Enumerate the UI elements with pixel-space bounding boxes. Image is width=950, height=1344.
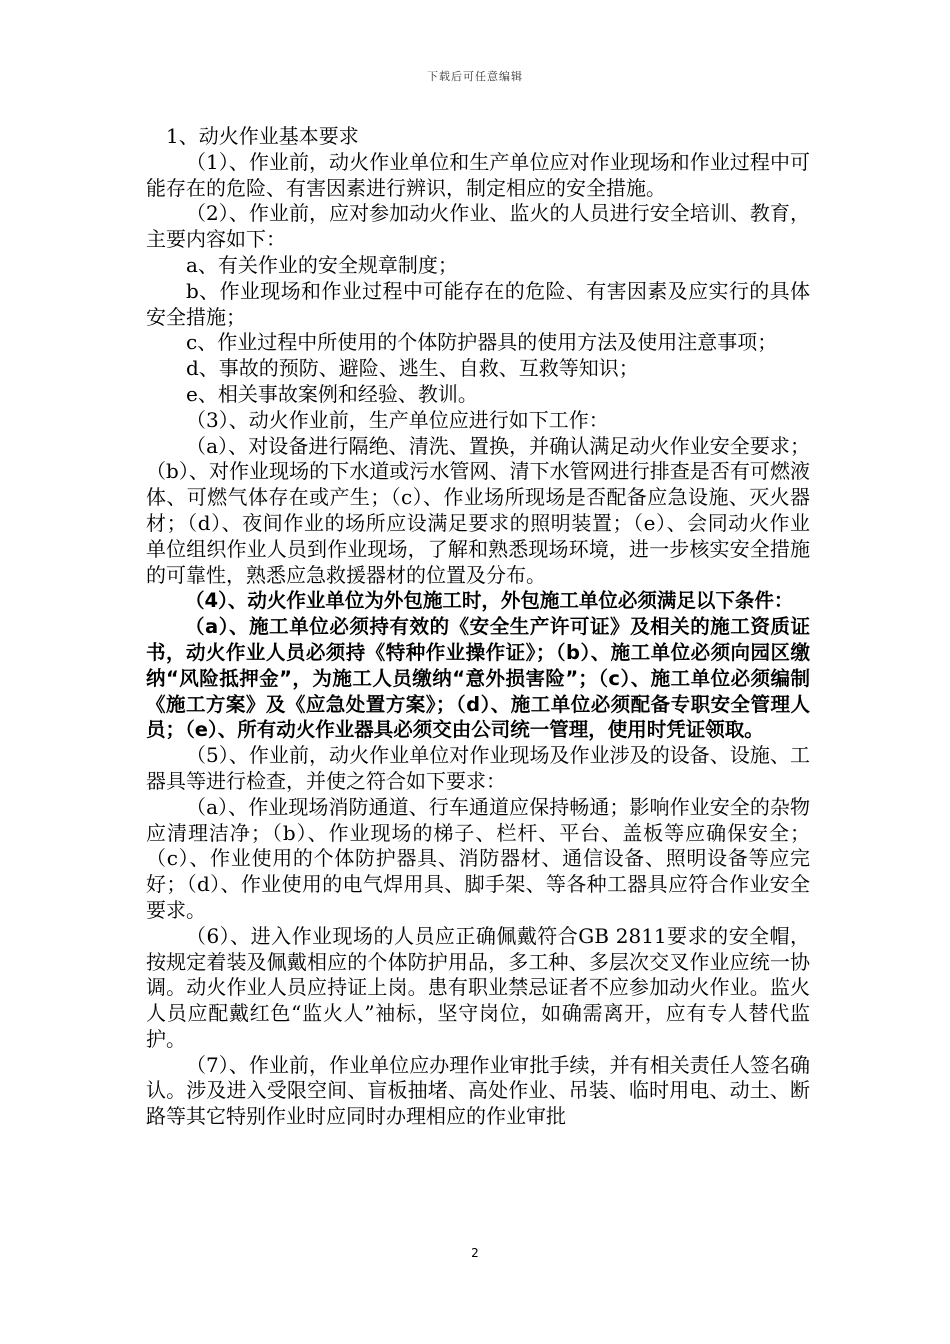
paragraph: （5）、作业前，动火作业单位对作业现场及作业涉及的设备、设施、工器具等进行检查，并使之符合如下要求： bbox=[146, 743, 810, 793]
list-item: b、作业现场和作业过程中可能存在的危险、有害因素及应实行的具体安全措施； bbox=[146, 278, 810, 329]
list-item: c、作业过程中所使用的个体防护器具的使用方法及使用注意事项； bbox=[186, 330, 778, 355]
paragraph: （3）、动火作业前，生产单位应进行如下工作： bbox=[186, 407, 609, 432]
list-item: a、有关作业的安全规章制度； bbox=[186, 252, 458, 277]
page-number: 2 bbox=[471, 1246, 479, 1260]
paragraph-bold: （a）、施工单位必须持有效的《安全生产许可证》及相关的施工资质证书，动火作业人员必须持《特种作业操作证》；（b）、施工单位必须向园区缴纳“风险抵押金”，为施工人员缴纳“意外损害险”；（c）、施工单位必须编制《施工方案》及《应急处置方案》；（d）、施工单位必须配备专职安全管理人员；（e）、所有动火作业器具必须交由公司统一管理，使用时凭证领取。 bbox=[146, 615, 810, 742]
document-body bbox=[146, 124, 810, 1130]
paragraph: （a）、对设备进行隔绝、清洗、置换，并确认满足动火作业安全要求；（b）、对作业现场的下水道或污水管网、清下水管网进行排查是否有可燃液体、可燃气体存在或产生；（c）、作业场所现场是否配备应急设施、灭火器材；（d）、夜间作业的场所应设满足要求的照明装置；（e）、会同动火作业单位组织作业人员到作业现场，了解和熟悉现场环境，进一步核实安全措施的可靠性，熟悉应急救援器材的位置及分布。 bbox=[146, 433, 810, 587]
paragraph: （1）、作业前，动火作业单位和生产单位应对作业现场和作业过程中可能存在的危险、有害因素进行辨识，制定相应的安全措施。 bbox=[146, 149, 810, 200]
list-item: d、事故的预防、避险、逃生、自救、互救等知识； bbox=[186, 356, 639, 381]
paragraph: （6）、进入作业现场的人员应正确佩戴符合GB 2811要求的安全帽，按规定着装及佩戴相应的个体防护用品，多工种、多层次交叉作业应统一协调。动火作业人员应持证上岗。患有职业禁忌证者不应参加动火作业。监火人员应配戴红色“监火人”袖标，坚守岗位，如确需离开，应有专人替代监护。 bbox=[146, 923, 810, 1051]
paragraph-bold: （4）、动火作业单位为外包施工时，外包施工单位必须满足以下条件： bbox=[185, 589, 794, 613]
list-item: e、相关事故案例和经验、教训。 bbox=[186, 381, 478, 406]
paragraph: （7）、作业前，作业单位应办理作业审批手续，并有相关责任人签名确认。涉及进入受限空间、盲板抽堵、高处作业、吊装、临时用电、动土、断路等其它特别作业时应同时办理相应的作业审批 bbox=[146, 1052, 810, 1129]
section-heading: 1、动火作业基本要求 bbox=[166, 124, 359, 148]
paragraph: （a）、作业现场消防通道、行车通道应保持畅通；影响作业安全的杂物应清理洁净；（b）、作业现场的梯子、栏杆、平台、盖板等应确保安全；（c）、作业使用的个体防护器具、消防器材、通信设备、照明设备等应完好；（d）、作业使用的电气焊用具、脚手架、等各种工器具应符合作业安全要求。 bbox=[146, 794, 810, 922]
paragraph: （2）、作业前，应对参加动火作业、监火的人员进行安全培训、教育，主要内容如下： bbox=[146, 201, 810, 252]
page-header: 下载后可任意编辑 bbox=[427, 70, 523, 83]
